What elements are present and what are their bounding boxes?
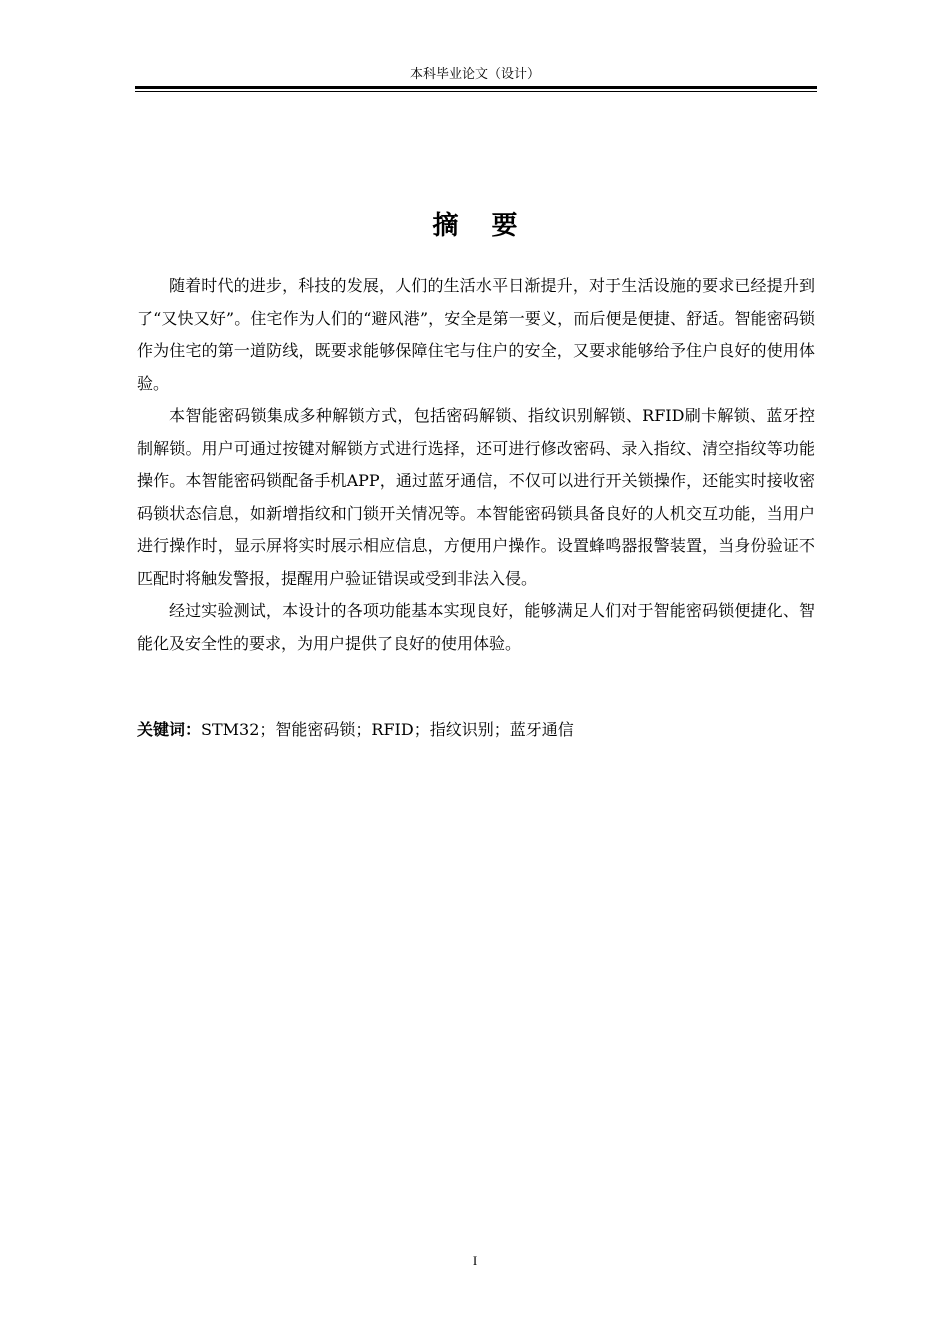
keywords-line (137, 714, 815, 746)
abstract-paragraph-1: 随着时代的进步，科技的发展，人们的生活水平日渐提升，对于生活设施的要求已经提升到了“又快又好”。住宅作为人们的“避风港”，安全是第一要义，而后便是便捷、舒适。智能密码锁作为住宅的第一道防线，既要求能够保障住宅与住户的安全，又要求能够给予住户良好的使用体验。 (137, 276, 815, 393)
abstract-title: 摘 要 (432, 211, 530, 241)
running-header: 本科毕业论文（设计） (409, 67, 540, 82)
keywords-value: STM32；智能密码锁；RFID；指纹识别；蓝牙通信 (201, 720, 574, 739)
keywords-label: 关键词： (137, 720, 202, 739)
page-number: I (472, 1253, 478, 1268)
abstract-paragraph-3: 经过实验测试，本设计的各项功能基本实现良好，能够满足人们对于智能密码锁便捷化、智能化及安全性的要求，为用户提供了良好的使用体验。 (137, 601, 815, 653)
abstract-body (137, 270, 815, 660)
header-rule-thin (135, 91, 817, 92)
abstract-paragraph-2: 本智能密码锁集成多种解锁方式，包括密码解锁、指纹识别解锁、RFID刷卡解锁、蓝牙控制解锁。用户可通过按键对解锁方式进行选择，还可进行修改密码、录入指纹、清空指纹等功能操作。本智能密码锁配备手机APP，通过蓝牙通信，不仅可以进行开关锁操作，还能实时接收密码锁状态信息，如新增指纹和门锁开关情况等。本智能密码锁具备良好的人机交互功能，当用户进行操作时，显示屏将实时展示相应信息，方便用户操作。设置蜂鸣器报警装置，当身份验证不匹配时将触发警报，提醒用户验证错误或受到非法入侵。 (137, 406, 815, 588)
header-rule-thick (135, 86, 817, 89)
